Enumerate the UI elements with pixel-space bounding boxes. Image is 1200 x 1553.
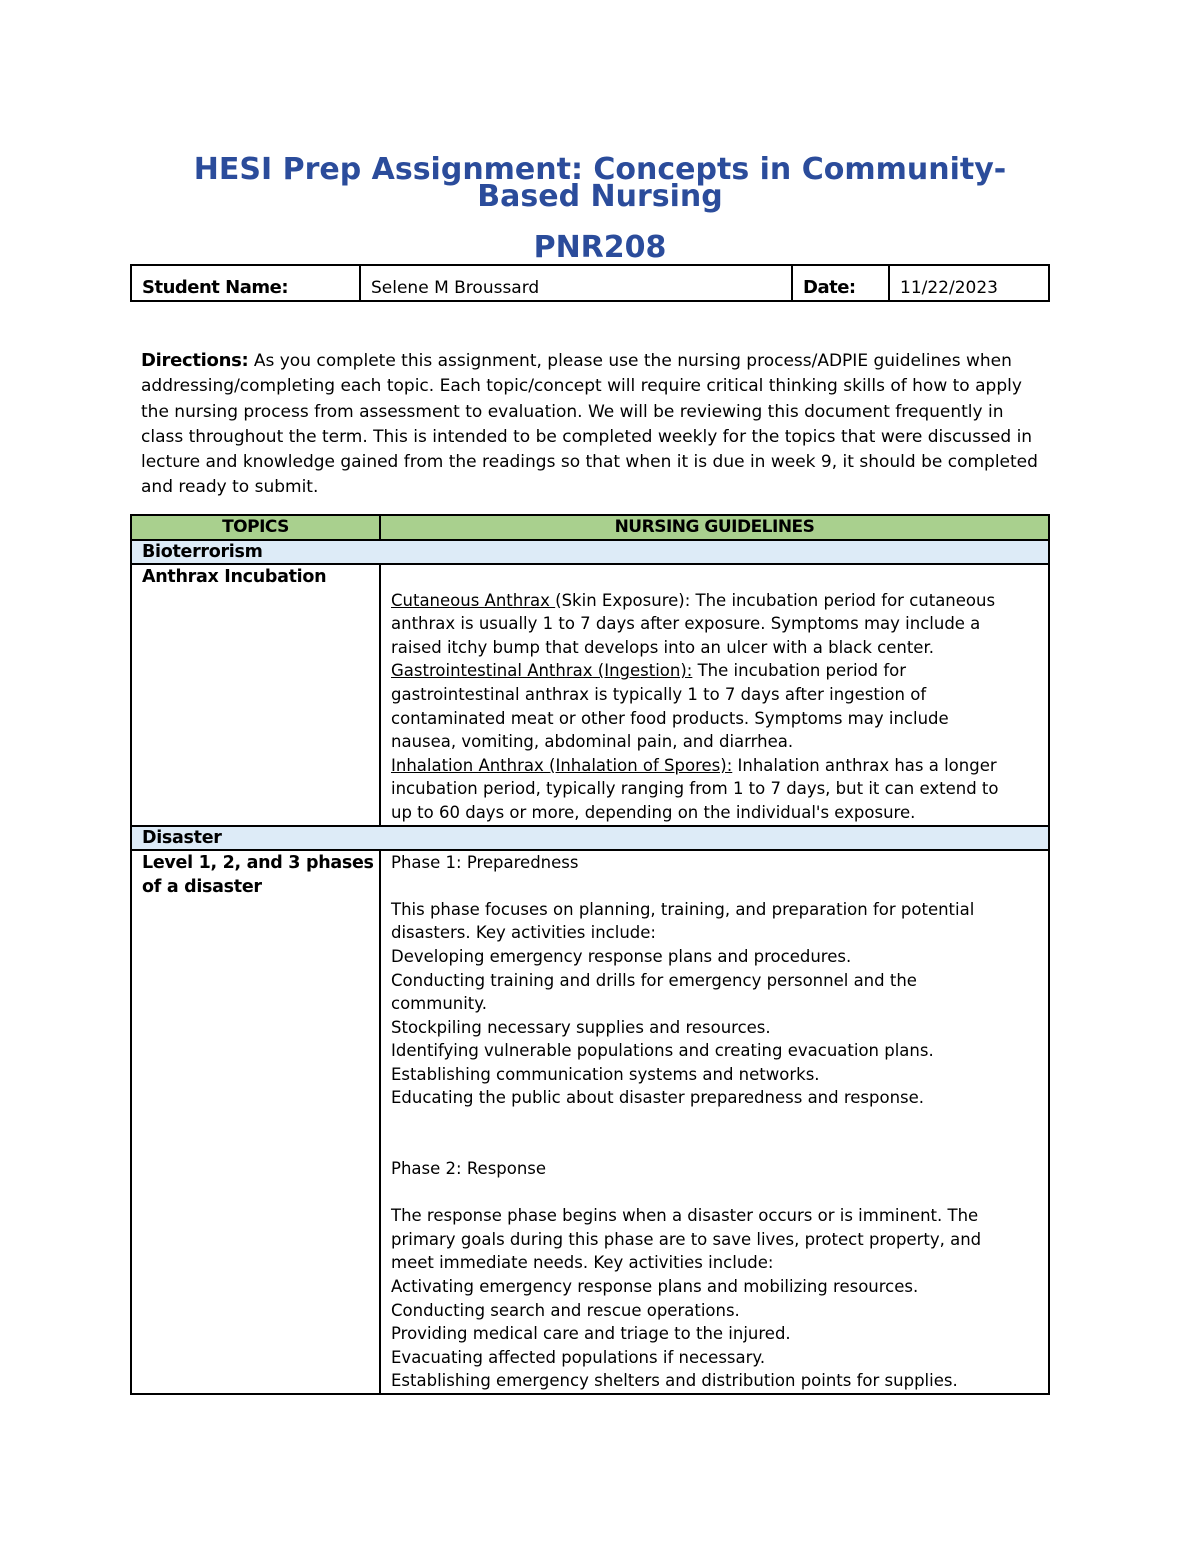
guideline-line: Activating emergency response plans and mobilizing resources. bbox=[391, 1277, 919, 1297]
guideline-line: Educating the public about disaster preparedness and response. bbox=[391, 1088, 925, 1108]
title-line-1: HESI Prep Assignment: Concepts in Community- bbox=[193, 152, 1007, 187]
directions-line: the nursing process from assessment to evaluation. We will be reviewing this document frequently in bbox=[141, 401, 1004, 422]
guideline-line: Conducting training and drills for emergency personnel and the bbox=[391, 970, 917, 990]
directions-line: addressing/completing each topic. Each topic/concept will require critical thinking skills of how to apply bbox=[141, 376, 1022, 397]
guideline-disaster bbox=[380, 850, 1049, 1394]
guideline-line: up to 60 days or more, depending on the individual's exposure. bbox=[391, 802, 916, 822]
gastrointestinal-anthrax-heading: Gastrointestinal Anthrax (Ingestion): bbox=[391, 661, 693, 681]
course-code: PNR208 bbox=[533, 230, 667, 265]
directions-label: Directions: bbox=[141, 350, 249, 371]
phase-2-title: Phase 2: Response bbox=[391, 1159, 547, 1179]
guideline-line: disasters. Key activities include: bbox=[391, 923, 656, 943]
guideline-line: Establishing communication systems and networks. bbox=[391, 1064, 820, 1084]
guideline-line: The response phase begins when a disaster occurs or is imminent. The bbox=[391, 1206, 979, 1226]
guideline-anthrax bbox=[380, 564, 1049, 826]
directions-paragraph bbox=[141, 348, 1066, 501]
section-disaster: Disaster bbox=[131, 826, 1049, 850]
phase-1-title: Phase 1: Preparedness bbox=[391, 852, 579, 872]
student-name-value: Selene M Broussard bbox=[360, 265, 792, 301]
guideline-line: gastrointestinal anthrax is typically 1 to 7 days after ingestion of bbox=[391, 684, 927, 704]
topic-disaster-phases bbox=[131, 850, 380, 1394]
guideline-line: Identifying vulnerable populations and creating evacuation plans. bbox=[391, 1041, 934, 1061]
guideline-line: primary goals during this phase are to save lives, protect property, and bbox=[391, 1229, 982, 1249]
cutaneous-anthrax-heading: Cutaneous Anthrax bbox=[391, 590, 556, 610]
directions-line: class throughout the term. This is intended to be completed weekly for the topics that were discussed in bbox=[141, 426, 1033, 447]
topic-line: of a disaster bbox=[142, 876, 262, 897]
document-title bbox=[130, 152, 1070, 214]
guideline-line: Conducting search and rescue operations. bbox=[391, 1300, 740, 1320]
guideline-line: contaminated meat or other food products. Symptoms may include bbox=[391, 708, 949, 728]
guideline-line: Developing emergency response plans and procedures. bbox=[391, 946, 852, 966]
guideline-line: anthrax is usually 1 to 7 days after exposure. Symptoms may include a bbox=[391, 614, 981, 634]
directions-text: As you complete this assignment, please use the nursing process/ADPIE guidelines when bbox=[248, 351, 1012, 371]
guideline-line: Evacuating affected populations if necessary. bbox=[391, 1347, 766, 1367]
guideline-line: Cutaneous Anthrax (Skin Exposure): The incubation period for cutaneous bbox=[391, 590, 996, 610]
nursing-guidelines-header: NURSING GUIDELINES bbox=[380, 515, 1049, 540]
section-bioterrorism: Bioterrorism bbox=[131, 540, 1049, 564]
student-info-table bbox=[130, 264, 1050, 302]
topics-header: TOPICS bbox=[131, 515, 380, 540]
table-row-anthrax bbox=[131, 564, 1049, 826]
guideline-line: incubation period, typically ranging from 1 to 7 days, but it can extend to bbox=[391, 779, 999, 799]
topics-table bbox=[130, 514, 1050, 1395]
section-row-disaster bbox=[131, 826, 1049, 850]
guideline-line: Inhalation Anthrax (Inhalation of Spores): Inhalation anthrax has a longer bbox=[391, 755, 997, 775]
table-row-disaster-phases bbox=[131, 850, 1049, 1394]
student-name-label: Student Name: bbox=[131, 265, 360, 301]
directions-line: lecture and knowledge gained from the readings so that when it is due in week 9, it should be completed bbox=[141, 452, 1038, 473]
inhalation-anthrax-heading: Inhalation Anthrax (Inhalation of Spores): bbox=[391, 755, 733, 775]
table-header-row bbox=[131, 515, 1049, 540]
section-row-bioterrorism bbox=[131, 540, 1049, 564]
date-value: 11/22/2023 bbox=[889, 265, 1049, 301]
guideline-line: Gastrointestinal Anthrax (Ingestion): The incubation period for bbox=[391, 661, 907, 681]
guideline-line: Providing medical care and triage to the injured. bbox=[391, 1324, 791, 1344]
directions-line bbox=[141, 348, 1066, 374]
topic-line: Anthrax Incubation bbox=[142, 567, 327, 587]
guideline-line: Stockpiling necessary supplies and resources. bbox=[391, 1017, 771, 1037]
directions-line: and ready to submit. bbox=[141, 477, 319, 498]
title-line-2: Based Nursing bbox=[477, 179, 723, 214]
guideline-line: nausea, vomiting, abdominal pain, and diarrhea. bbox=[391, 732, 794, 752]
topic-anthrax-incubation bbox=[131, 564, 380, 826]
student-info-row bbox=[131, 265, 1049, 301]
topic-line: Level 1, 2, and 3 phases bbox=[142, 852, 374, 873]
guideline-line: community. bbox=[391, 994, 487, 1014]
guideline-line: This phase focuses on planning, training, and preparation for potential bbox=[391, 899, 975, 919]
date-label: Date: bbox=[792, 265, 889, 301]
guideline-line: Establishing emergency shelters and distribution points for supplies. bbox=[391, 1371, 958, 1391]
guideline-line: raised itchy bump that develops into an ulcer with a black center. bbox=[391, 637, 934, 657]
guideline-line: meet immediate needs. Key activities include: bbox=[391, 1253, 774, 1273]
